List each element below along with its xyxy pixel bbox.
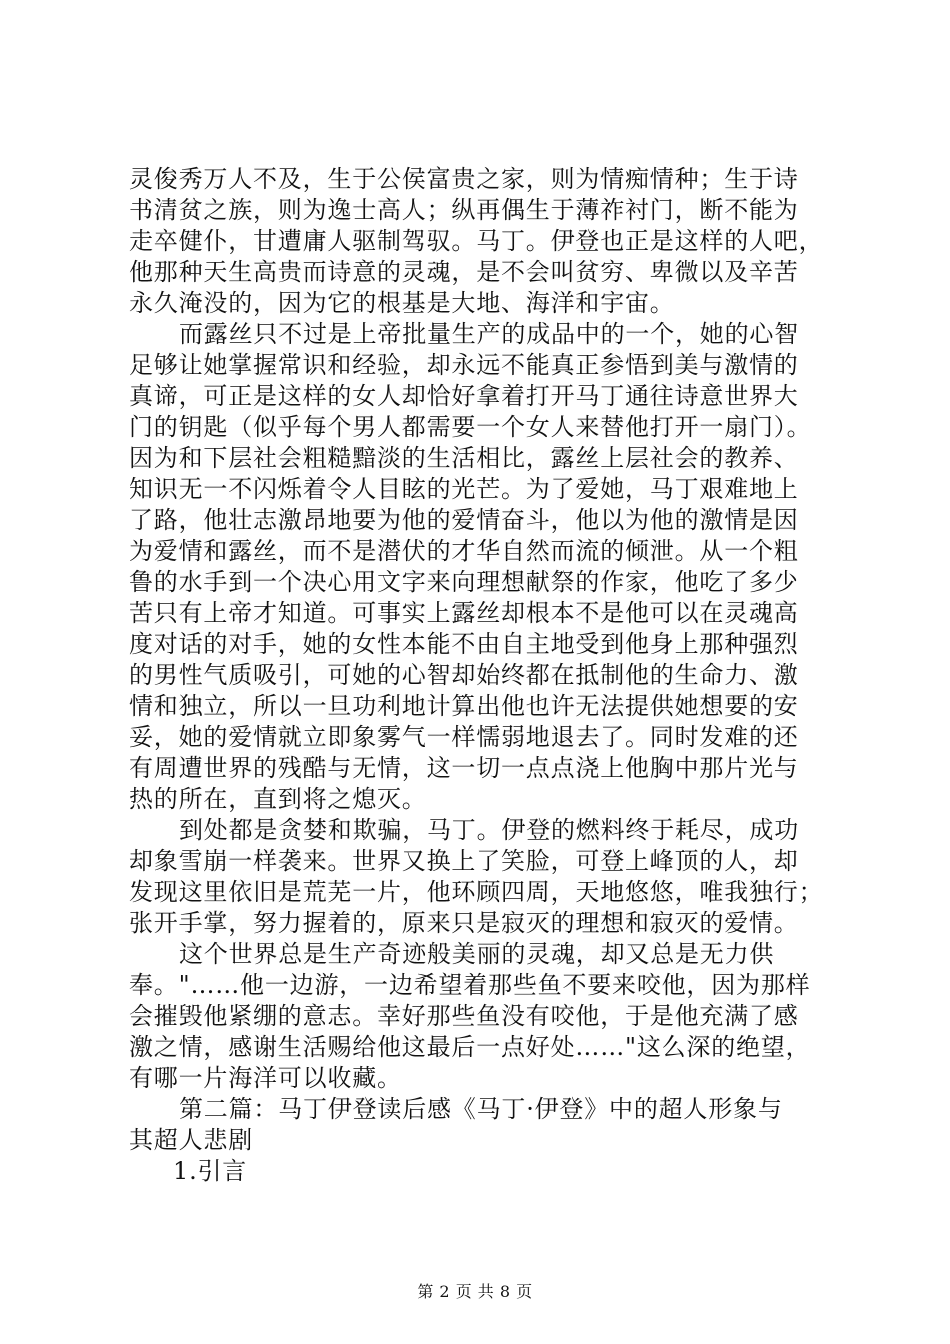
text-line: 张开手掌，努力握着的，原来只是寂灭的理想和寂灭的爱情。 (129, 909, 799, 937)
text-line: 有周遭世界的残酷与无情，这一切一点点浇上他胸中那片光与 (129, 754, 799, 782)
text-line: 激之情，感谢生活赐给他这最后一点好处……"这么深的绝望， (129, 1033, 811, 1061)
text-line: 而露丝只不过是上帝批量生产的成品中的一个，她的心智 (179, 320, 799, 348)
text-line: 书清贫之族，则为逸士高人；纵再偶生于薄祚衬门，断不能为 (129, 196, 799, 224)
text-line: 1.引言 (173, 1157, 248, 1185)
text-line: 鲁的水手到一个决心用文字来向理想献祭的作家，他吃了多少 (129, 568, 799, 596)
text-line: 情和独立，所以一旦功利地计算出他也许无法提供她想要的安 (129, 692, 799, 720)
text-line: 苦只有上帝才知道。可事实上露丝却根本不是他可以在灵魂高 (129, 599, 799, 627)
document-body (129, 164, 839, 1187)
text-line: 发现这里依旧是荒芜一片，他环顾四周，天地悠悠，唯我独行； (129, 878, 824, 906)
text-line: 有哪一片海洋可以收藏。 (129, 1064, 402, 1092)
text-line: 永久淹没的，因为它的根基是大地、海洋和宇宙。 (129, 289, 675, 317)
text-line: 门的钥匙（似乎每个男人都需要一个女人来替他打开一扇门）。 (129, 413, 812, 441)
text-line: 这个世界总是生产奇迹般美丽的灵魂，却又总是无力供 (179, 940, 775, 968)
text-line: 了路，他壮志激昂地要为他的爱情奋斗，他以为他的激情是因 (129, 506, 799, 534)
text-line: 走卒健仆，甘遭庸人驱制驾驭。马丁。伊登也正是这样的人吧， (129, 227, 824, 255)
text-line: 会摧毁他紧绷的意志。幸好那些鱼没有咬他，于是他充满了感 (129, 1002, 799, 1030)
text-line: 因为和下层社会粗糙黯淡的生活相比，露丝上层社会的教养、 (129, 444, 799, 472)
text-line: 到处都是贪婪和欺骗，马丁。伊登的燃料终于耗尽，成功 (179, 816, 799, 844)
text-line: 第二篇：马丁伊登读后感《马丁·伊登》中的超人形象与 (179, 1095, 783, 1123)
text-line: 知识无一不闪烁着令人目眩的光芒。为了爱她，马丁艰难地上 (129, 475, 799, 503)
page-footer: 第 2 页 共 8 页 (417, 1282, 533, 1301)
text-line: 热的所在，直到将之熄灭。 (129, 785, 427, 813)
text-line: 灵俊秀万人不及，生于公侯富贵之家，则为情痴情种；生于诗 (129, 165, 799, 193)
text-line: 的男性气质吸引，可她的心智却始终都在抵制他的生命力、激 (129, 661, 799, 689)
text-line: 足够让她掌握常识和经验，却永远不能真正参悟到美与激情的 (129, 351, 799, 379)
text-line: 真谛，可正是这样的女人却恰好拿着打开马丁通往诗意世界大 (129, 382, 799, 410)
text-line: 为爱情和露丝，而不是潜伏的才华自然而流的倾泄。从一个粗 (129, 537, 799, 565)
text-line: 妥，她的爱情就立即象雾气一样懦弱地退去了。同时发难的还 (129, 723, 799, 751)
text-line: 奉。"……他一边游，一边希望着那些鱼不要来咬他，因为那样 (129, 971, 811, 999)
text-line: 其超人悲剧 (129, 1126, 253, 1154)
text-line: 度对话的对手，她的女性本能不由自主地受到他身上那种强烈 (129, 630, 799, 658)
text-line: 却象雪崩一样袭来。世界又换上了笑脸，可登上峰顶的人，却 (129, 847, 799, 875)
text-line: 他那种天生高贵而诗意的灵魂，是不会叫贫穷、卑微以及辛苦 (129, 258, 799, 286)
